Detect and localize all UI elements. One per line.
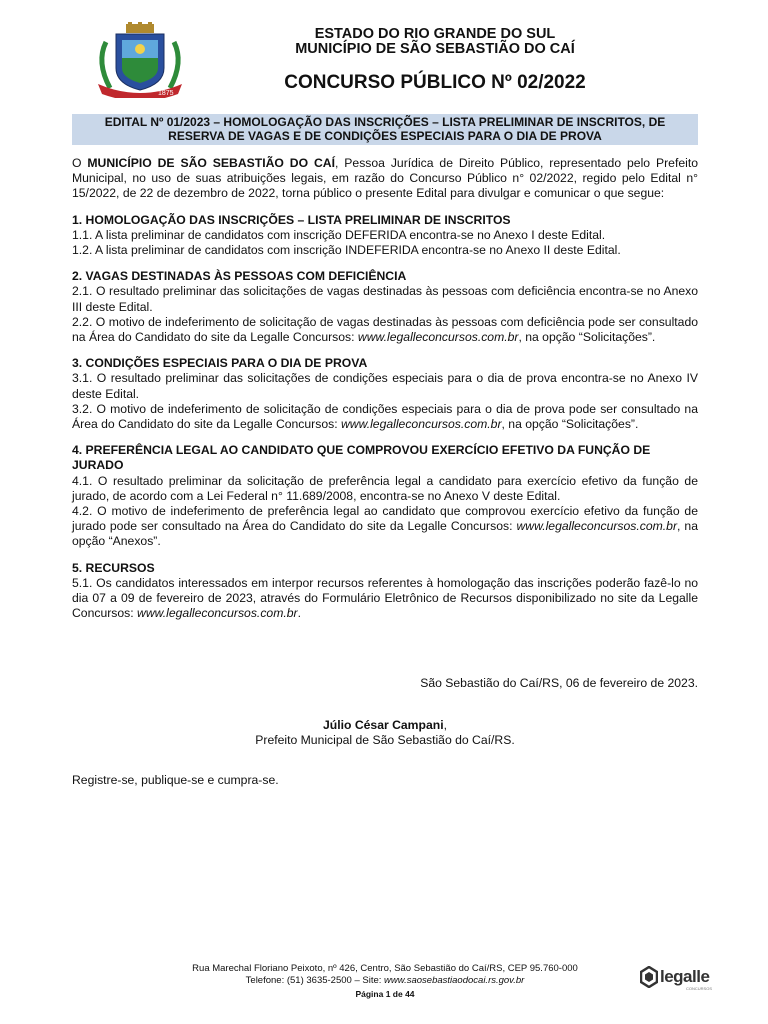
- section-3-title: 3. CONDIÇÕES ESPECIAIS PARA O DIA DE PROVA: [72, 356, 368, 371]
- paragraph-1-1: 1.1. A lista preliminar de candidatos com inscrição DEFERIDA encontra-se no Anexo I deste Edital.: [72, 227, 606, 242]
- footer-contact: Telefone: (51) 3635-2500 – Site: www.saosebastiaodocai.rs.gov.br: [245, 975, 525, 986]
- signatory-role: Prefeito Municipal de São Sebastião do Caí/RS.: [255, 733, 515, 747]
- legalle-logo-subtext: CONCURSOS: [686, 986, 713, 991]
- paragraph-2-1: 2.1. O resultado preliminar das solicitações de vagas destinadas às pessoas com deficiência encontra-se no Anexo III deste Edital.: [72, 284, 698, 314]
- paragraph-3-2: 3.2. O motivo de indeferimento de solicitação de condições especiais para o dia de prova pode ser consultado na Área do Candidato do site da Legalle Concursos: www.legalleconcursos.com.br, na opção “Solicitações”.: [72, 401, 698, 432]
- legalle-logo-text: legalle: [660, 967, 710, 986]
- closing-text: Registre-se, publique-se e cumpra-se.: [72, 773, 279, 787]
- page-number: Página 1 de 44: [355, 989, 415, 999]
- legalle-logo-icon: [640, 966, 658, 988]
- document-body: [72, 156, 698, 621]
- section-4-title: 4. PREFERÊNCIA LEGAL AO CANDIDATO QUE COMPROVOU EXERCÍCIO EFETIVO DA FUNÇÃO DE JURADO: [72, 443, 651, 473]
- section-2-title: 2. VAGAS DESTINADAS ÀS PESSOAS COM DEFICIÊNCIA: [72, 269, 407, 284]
- svg-text:1875: 1875: [158, 90, 174, 97]
- legalle-logo: [640, 966, 720, 992]
- paragraph-4-1: 4.1. O resultado preliminar da solicitação de preferência legal a candidato para exercício efetivo da função de jurado, de acordo com a Lei Federal n° 11.689/2008, encontra-se no Anexo V deste Edital.: [72, 473, 698, 503]
- footer-address: Rua Marechal Floriano Peixoto, nº 426, Centro, São Sebastião do Caí/RS, CEP 95.760-000: [192, 963, 578, 974]
- state-name: ESTADO DO RIO GRANDE DO SUL: [314, 26, 556, 42]
- paragraph-3-1: 3.1. O resultado preliminar das solicitações de condições especiais para o dia de prova encontra-se no Anexo IV deste Edital.: [72, 371, 698, 401]
- legalle-site-link[interactable]: www.legalleconcursos.com.br: [357, 330, 519, 345]
- paragraph-2-2: 2.2. O motivo de indeferimento de solicitação de vagas destinadas às pessoas com deficiência pode ser consultado na Área do Candidato do site da Legalle Concursos: www.legalleconcursos.com.br, na opção “Solicitações”.: [72, 314, 698, 345]
- section-1-title: 1. HOMOLOGAÇÃO DAS INSCRIÇÕES – LISTA PRELIMINAR DE INSCRITOS: [72, 212, 511, 227]
- signature-date: São Sebastião do Caí/RS, 06 de fevereiro de 2023.: [420, 676, 698, 690]
- paragraph-5-1: 5.1. Os candidatos interessados em interpor recursos referentes à homologação das inscrições poderão fazê-lo no dia 07 a 09 de fevereiro de 2023, através do Formulário Eletrônico de Recursos disponibilizado no site da Legalle Concursos: www.legalleconcursos.com.br.: [72, 575, 698, 621]
- signatory-name: Júlio César Campani,: [323, 718, 447, 732]
- legalle-site-link[interactable]: www.legalleconcursos.com.br: [516, 519, 678, 534]
- edital-title-line1: EDITAL Nº 01/2023 – HOMOLOGAÇÃO DAS INSCRIÇÕES – LISTA PRELIMINAR DE INSCRITOS, DE: [104, 115, 666, 129]
- edital-title-band: [72, 114, 698, 145]
- municipality-name: MUNICÍPIO DE SÃO SEBASTIÃO DO CAÍ: [295, 41, 575, 57]
- paragraph-1-2: 1.2. A lista preliminar de candidatos com inscrição INDEFERIDA encontra-se no Anexo II deste Edital.: [72, 243, 621, 258]
- edital-title-line2: RESERVA DE VAGAS E DE CONDIÇÕES ESPECIAIS PARA O DIA DE PROVA: [168, 129, 602, 143]
- paragraph-4-2: 4.2. O motivo de indeferimento de preferência legal ao candidato que comprovou exercício efetivo da função de jurado pode ser consultado na Área do Candidato do site da Legalle Concursos: www.legalleconcursos.com.br, na opção “Anexos”.: [72, 504, 698, 549]
- legalle-site-link[interactable]: www.legalleconcursos.com.br: [137, 606, 298, 621]
- legalle-site-link[interactable]: www.legalleconcursos.com.br: [340, 417, 502, 432]
- section-5-title: 5. RECURSOS: [72, 560, 155, 575]
- municipality-site-link[interactable]: www.saosebastiaodocai.rs.gov.br: [384, 975, 525, 986]
- page-title: CONCURSO PÚBLICO Nº 02/2022: [284, 72, 586, 93]
- intro-paragraph: O MUNICÍPIO DE SÃO SEBASTIÃO DO CAÍ, Pessoa Jurídica de Direito Público, representado pelo Prefeito Municipal, no uso de suas atribuições legais, em razão do Concurso Público n° 02/2022, regido pelo Edital n° 15/2022, de 22 de dezembro de 2022, torna público o presente Edital para divulgar e comunicar o que segue:: [72, 156, 698, 201]
- coat-of-arms-icon: [92, 22, 188, 98]
